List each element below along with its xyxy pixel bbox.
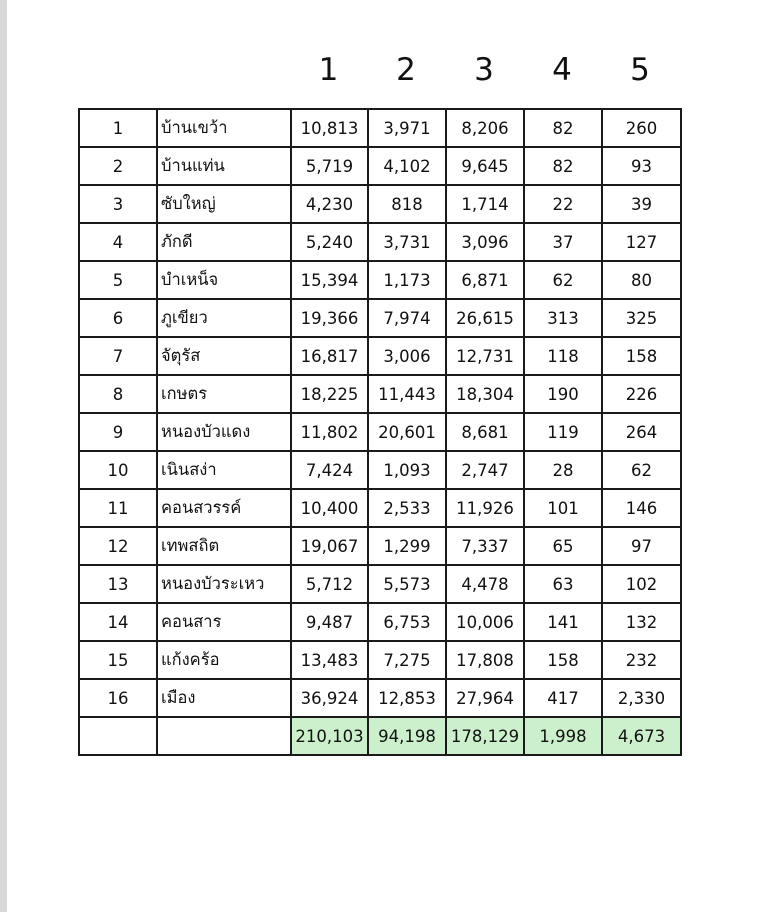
table-row	[79, 413, 681, 451]
value-col-1-cell: 13,483	[291, 641, 368, 679]
value-col-1-cell: 10,813	[291, 109, 368, 147]
value-col-1-cell: 15,394	[291, 261, 368, 299]
value-col-5-cell: 260	[602, 109, 681, 147]
value-col-1-cell: 7,424	[291, 451, 368, 489]
value-col-5-cell: 132	[602, 603, 681, 641]
totals-row	[79, 717, 681, 755]
row-number-cell: 15	[79, 641, 157, 679]
row-number-cell: 12	[79, 527, 157, 565]
table-row	[79, 679, 681, 717]
value-col-1-cell: 5,712	[291, 565, 368, 603]
district-name-cell: บ้านเขว้า	[157, 109, 291, 147]
value-col-2-cell: 12,853	[368, 679, 446, 717]
row-number-cell: 5	[79, 261, 157, 299]
value-col-2-cell: 4,102	[368, 147, 446, 185]
table-row	[79, 565, 681, 603]
district-name-cell: เทพสถิต	[157, 527, 291, 565]
value-col-2-cell: 20,601	[368, 413, 446, 451]
row-number-cell: 13	[79, 565, 157, 603]
value-col-4-cell: 82	[524, 109, 602, 147]
district-name-cell: ภูเขียว	[157, 299, 291, 337]
value-col-4-cell: 141	[524, 603, 602, 641]
value-col-1-cell: 19,366	[291, 299, 368, 337]
value-col-4-cell: 65	[524, 527, 602, 565]
total-value-col-5-cell: 4,673	[602, 717, 681, 755]
value-col-4-cell: 119	[524, 413, 602, 451]
row-number-cell: 4	[79, 223, 157, 261]
value-col-1-cell: 9,487	[291, 603, 368, 641]
row-number-cell: 10	[79, 451, 157, 489]
value-col-1-cell: 36,924	[291, 679, 368, 717]
value-col-4-cell: 118	[524, 337, 602, 375]
value-col-2-cell: 3,731	[368, 223, 446, 261]
value-col-3-cell: 7,337	[446, 527, 524, 565]
value-col-5-cell: 93	[602, 147, 681, 185]
value-col-4-cell: 190	[524, 375, 602, 413]
table-row	[79, 375, 681, 413]
table-row	[79, 451, 681, 489]
row-number-cell: 2	[79, 147, 157, 185]
total-district-name-cell	[157, 717, 291, 755]
value-col-2-cell: 818	[368, 185, 446, 223]
value-col-1-cell: 4,230	[291, 185, 368, 223]
value-col-5-cell: 127	[602, 223, 681, 261]
district-name-cell: เมือง	[157, 679, 291, 717]
district-name-cell: เนินสง่า	[157, 451, 291, 489]
value-col-1-cell: 5,240	[291, 223, 368, 261]
page-edge-shadow	[0, 0, 7, 912]
value-col-2-cell: 1,093	[368, 451, 446, 489]
value-col-5-cell: 226	[602, 375, 681, 413]
value-col-4-cell: 63	[524, 565, 602, 603]
value-col-3-cell: 8,206	[446, 109, 524, 147]
value-col-2-cell: 11,443	[368, 375, 446, 413]
value-col-5-cell: 80	[602, 261, 681, 299]
column-header-4: 4	[552, 52, 572, 88]
district-name-cell: บ้านแท่น	[157, 147, 291, 185]
row-number-cell: 16	[79, 679, 157, 717]
value-col-1-cell: 11,802	[291, 413, 368, 451]
district-name-cell: หนองบัวระเหว	[157, 565, 291, 603]
value-col-5-cell: 97	[602, 527, 681, 565]
value-col-2-cell: 3,971	[368, 109, 446, 147]
value-col-1-cell: 18,225	[291, 375, 368, 413]
value-col-1-cell: 16,817	[291, 337, 368, 375]
table-row	[79, 223, 681, 261]
row-number-cell: 8	[79, 375, 157, 413]
value-col-1-cell: 5,719	[291, 147, 368, 185]
value-col-2-cell: 7,974	[368, 299, 446, 337]
table-row	[79, 261, 681, 299]
value-col-1-cell: 10,400	[291, 489, 368, 527]
district-name-cell: ภักดี	[157, 223, 291, 261]
value-col-4-cell: 158	[524, 641, 602, 679]
total-row-number-cell	[79, 717, 157, 755]
value-col-4-cell: 37	[524, 223, 602, 261]
table-row	[79, 147, 681, 185]
value-col-2-cell: 5,573	[368, 565, 446, 603]
total-value-col-2-cell: 94,198	[368, 717, 446, 755]
value-col-2-cell: 1,299	[368, 527, 446, 565]
value-col-5-cell: 39	[602, 185, 681, 223]
value-col-2-cell: 1,173	[368, 261, 446, 299]
row-number-cell: 7	[79, 337, 157, 375]
value-col-5-cell: 62	[602, 451, 681, 489]
value-col-2-cell: 7,275	[368, 641, 446, 679]
column-header-row	[0, 48, 773, 92]
value-col-5-cell: 232	[602, 641, 681, 679]
column-header-5: 5	[630, 52, 650, 88]
total-value-col-3-cell: 178,129	[446, 717, 524, 755]
value-col-4-cell: 62	[524, 261, 602, 299]
value-col-3-cell: 12,731	[446, 337, 524, 375]
district-name-cell: ซับใหญ่	[157, 185, 291, 223]
value-col-3-cell: 18,304	[446, 375, 524, 413]
value-col-5-cell: 146	[602, 489, 681, 527]
value-col-4-cell: 28	[524, 451, 602, 489]
row-number-cell: 14	[79, 603, 157, 641]
value-col-5-cell: 102	[602, 565, 681, 603]
total-value-col-1-cell: 210,103	[291, 717, 368, 755]
value-col-4-cell: 417	[524, 679, 602, 717]
value-col-5-cell: 2,330	[602, 679, 681, 717]
value-col-3-cell: 2,747	[446, 451, 524, 489]
column-header-1: 1	[318, 52, 339, 88]
row-number-cell: 9	[79, 413, 157, 451]
district-name-cell: บำเหน็จ	[157, 261, 291, 299]
district-data-table	[78, 108, 682, 756]
district-name-cell: แก้งคร้อ	[157, 641, 291, 679]
value-col-3-cell: 3,096	[446, 223, 524, 261]
value-col-3-cell: 10,006	[446, 603, 524, 641]
value-col-3-cell: 11,926	[446, 489, 524, 527]
value-col-4-cell: 101	[524, 489, 602, 527]
table-row	[79, 109, 681, 147]
table-row	[79, 527, 681, 565]
table-row	[79, 641, 681, 679]
column-header-2: 2	[396, 52, 416, 88]
value-col-3-cell: 6,871	[446, 261, 524, 299]
table-row	[79, 489, 681, 527]
value-col-3-cell: 8,681	[446, 413, 524, 451]
value-col-3-cell: 26,615	[446, 299, 524, 337]
value-col-3-cell: 17,808	[446, 641, 524, 679]
district-name-cell: เกษตร	[157, 375, 291, 413]
value-col-1-cell: 19,067	[291, 527, 368, 565]
district-name-cell: หนองบัวแดง	[157, 413, 291, 451]
value-col-5-cell: 264	[602, 413, 681, 451]
column-header-3: 3	[474, 52, 494, 88]
district-name-cell: คอนสวรรค์	[157, 489, 291, 527]
row-number-cell: 6	[79, 299, 157, 337]
value-col-5-cell: 158	[602, 337, 681, 375]
table-row	[79, 185, 681, 223]
district-name-cell: จัตุรัส	[157, 337, 291, 375]
district-name-cell: คอนสาร	[157, 603, 291, 641]
value-col-2-cell: 3,006	[368, 337, 446, 375]
table-row	[79, 337, 681, 375]
row-number-cell: 11	[79, 489, 157, 527]
value-col-3-cell: 4,478	[446, 565, 524, 603]
value-col-4-cell: 82	[524, 147, 602, 185]
value-col-3-cell: 9,645	[446, 147, 524, 185]
value-col-4-cell: 313	[524, 299, 602, 337]
value-col-2-cell: 2,533	[368, 489, 446, 527]
table-row	[79, 603, 681, 641]
total-value-col-4-cell: 1,998	[524, 717, 602, 755]
value-col-5-cell: 325	[602, 299, 681, 337]
row-number-cell: 3	[79, 185, 157, 223]
value-col-4-cell: 22	[524, 185, 602, 223]
row-number-cell: 1	[79, 109, 157, 147]
table-row	[79, 299, 681, 337]
value-col-3-cell: 1,714	[446, 185, 524, 223]
value-col-3-cell: 27,964	[446, 679, 524, 717]
value-col-2-cell: 6,753	[368, 603, 446, 641]
